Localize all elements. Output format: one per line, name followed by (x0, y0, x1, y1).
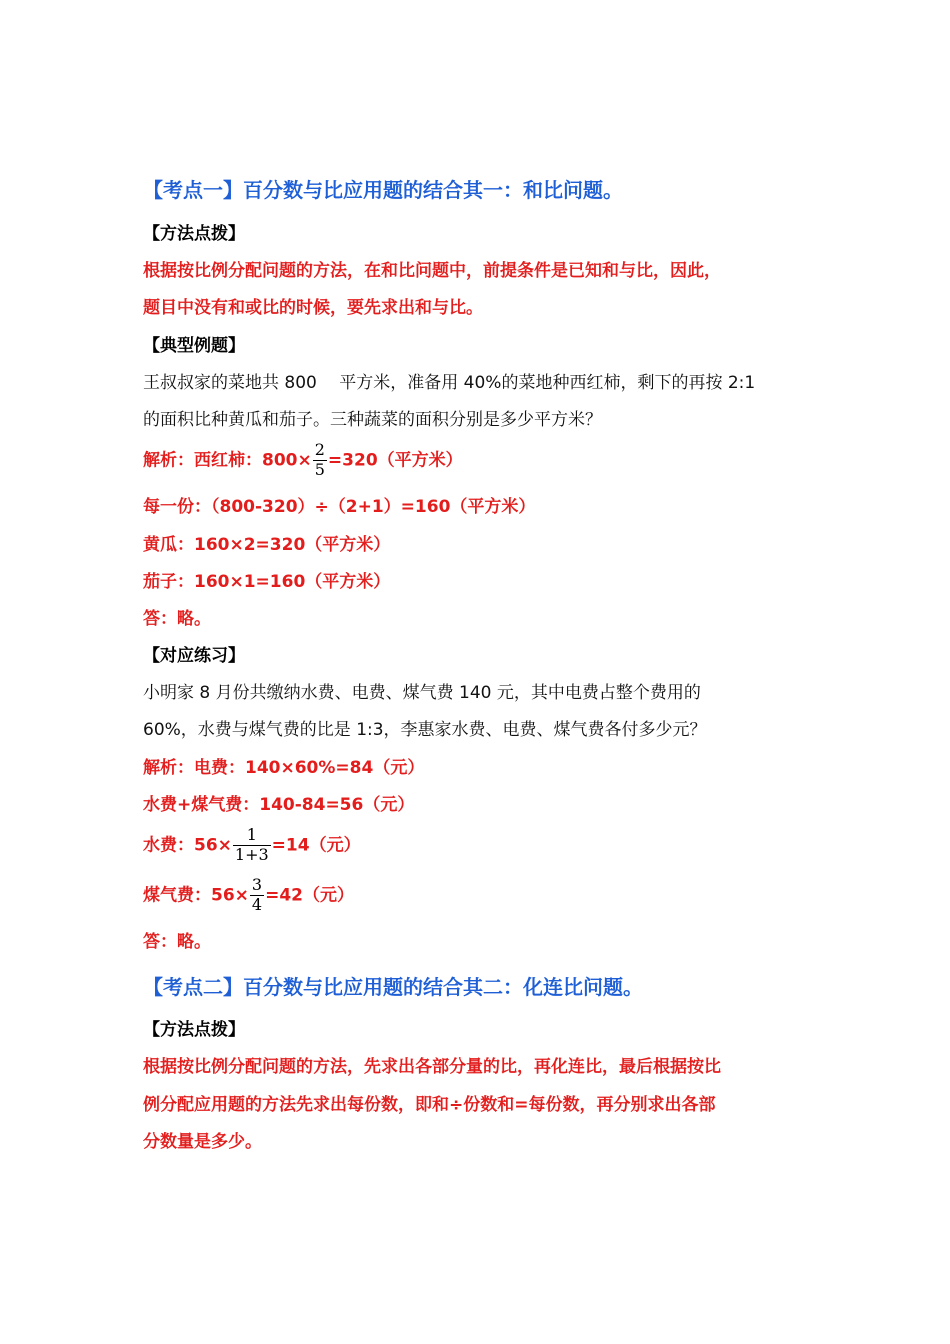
practice-solution-line-3-suffix: =14（元） (271, 835, 361, 856)
fraction-denominator: 5 (314, 459, 325, 479)
practice-line-1: 小明家 8 月份共缴纳水费、电费、煤气费 140 元，其中电费占整个费用的 (143, 683, 701, 703)
section1-example-label: 【典型例题】 (143, 336, 245, 356)
fraction-numerator: 2 (314, 440, 325, 459)
section2-method-line-1: 根据按比例分配问题的方法，先求出各部分量的比，再化连比，最后根据按比 (143, 1057, 721, 1077)
fraction-2-5 (313, 442, 327, 479)
practice-solution-line-4 (143, 877, 354, 914)
solution-line-4: 茄子：160×1=160（平方米） (143, 572, 391, 592)
solution-line-1 (143, 442, 463, 479)
practice-solution-line-1: 解析：电费：140×60%=84（元） (143, 758, 425, 778)
section1-method-label: 【方法点拨】 (143, 224, 245, 244)
practice-solution-line-2: 水费+煤气费：140-84=56（元） (143, 795, 415, 815)
section1-example-line-1: 王叔叔家的菜地共 800 平方米，准备用 40%的菜地种西红柿，剩下的再按 2:1 (143, 373, 756, 393)
section1-method-line-2: 题目中没有和或比的时候，要先求出和与比。 (143, 298, 483, 318)
section2-method-label: 【方法点拨】 (143, 1020, 245, 1040)
section1-title: 【考点一】百分数与比应用题的结合其一：和比问题。 (143, 178, 623, 202)
fraction-1-over-1plus3 (233, 827, 271, 864)
section2-method-line-2: 例分配应用题的方法先求出每份数，即和÷份数和=每份数，再分别求出各部 (143, 1095, 716, 1115)
solution-line-1-prefix: 解析：西红柿：800× (143, 450, 312, 471)
section1-method-line-1: 根据按比例分配问题的方法，在和比问题中，前提条件是已知和与比，因此， (143, 261, 721, 281)
section1-example-line-2: 的面积比种黄瓜和茄子。三种蔬菜的面积分别是多少平方米？ (143, 410, 602, 430)
section2-title: 【考点二】百分数与比应用题的结合其二：化连比问题。 (143, 975, 643, 999)
practice-solution-line-4-prefix: 煤气费：56× (143, 885, 249, 906)
fraction-numerator: 3 (251, 875, 263, 894)
practice-solution-line-3-prefix: 水费：56× (143, 835, 232, 856)
fraction-numerator: 1 (246, 825, 257, 844)
section2-method-line-3: 分数量是多少。 (143, 1132, 262, 1152)
solution-answer: 答：略。 (143, 609, 211, 629)
fraction-denominator: 4 (251, 894, 263, 914)
solution-line-2: 每一份：（800-320）÷（2+1）=160（平方米） (143, 497, 536, 517)
fraction-3-4 (250, 877, 264, 914)
fraction-denominator: 1+3 (234, 844, 269, 864)
practice-solution-line-3 (143, 827, 361, 864)
practice-line-2: 60%，水费与煤气费的比是 1:3，李惠家水费、电费、煤气费各付多少元？ (143, 720, 707, 740)
solution-line-1-suffix: =320（平方米） (327, 450, 463, 471)
solution-line-3: 黄瓜：160×2=320（平方米） (143, 535, 391, 555)
practice-solution-answer: 答：略。 (143, 932, 211, 952)
practice-label: 【对应练习】 (143, 646, 245, 666)
practice-solution-line-4-suffix: =42（元） (265, 885, 354, 906)
